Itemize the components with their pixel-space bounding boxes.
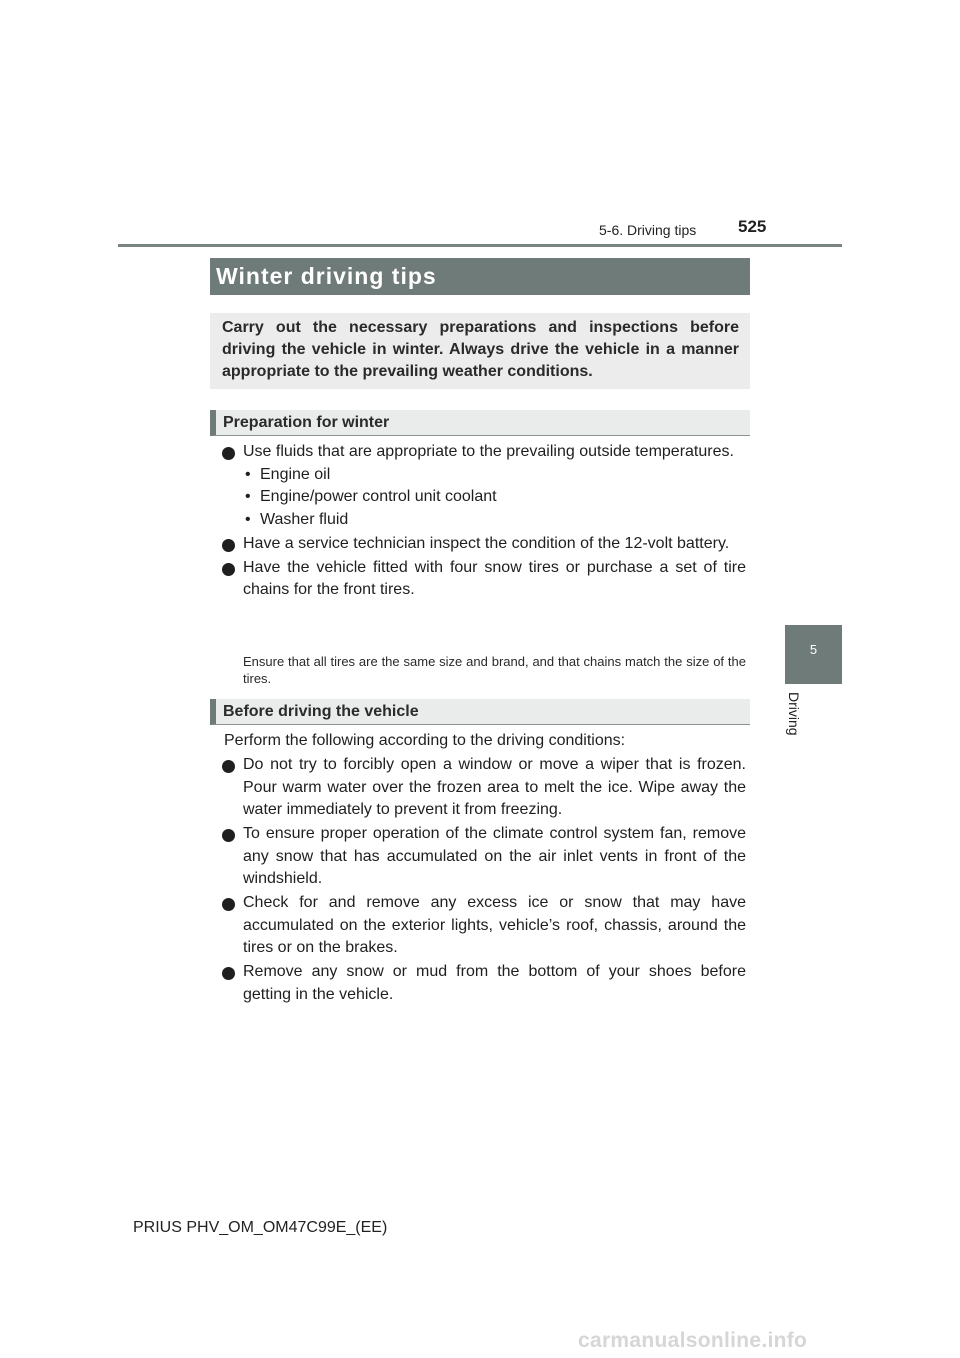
bullet-icon xyxy=(222,447,235,460)
small-bullet-icon: • xyxy=(245,488,251,505)
sub-list-item-text: Engine oil xyxy=(260,465,331,483)
sub-list-item xyxy=(222,509,746,532)
watermark: carmanualsonline.info xyxy=(578,1329,808,1352)
bullet-icon xyxy=(222,829,235,842)
list-item xyxy=(222,557,746,602)
bullet-icon xyxy=(222,898,235,911)
sub-list-item-text: Washer fluid xyxy=(260,510,349,528)
document-id: PRIUS PHV_OM_OM47C99E_(EE) xyxy=(133,1219,388,1236)
list-item-text: Remove any snow or mud from the bottom of your shoes before getting in the vehicle. xyxy=(243,963,746,1003)
bullet-icon xyxy=(222,563,235,576)
before-driving-heading: Before driving the vehicle xyxy=(210,699,750,725)
sub-list-item-text: Engine/power control unit coolant xyxy=(260,488,497,505)
preparation-list xyxy=(222,441,746,603)
before-driving-lead: Perform the following according to the driving conditions: xyxy=(224,732,626,749)
list-item-text: Have a service technician inspect the condition of the 12-volt battery. xyxy=(243,534,730,552)
intro-text: Carry out the necessary preparations and inspections before driving the vehicle in winter. Always drive the vehicle in a manner appropriate to the prevailing weather conditions. xyxy=(222,319,739,380)
bullet-icon xyxy=(222,967,235,980)
chapter-tab-number: 5 xyxy=(809,642,818,657)
chapter-tab-label: Driving xyxy=(786,692,802,736)
list-item-text: Use fluids that are appropriate to the prevailing outside temperatures. xyxy=(243,443,734,460)
page-number: 525 xyxy=(738,217,767,236)
chapter-tab xyxy=(785,625,842,684)
before-driving-list xyxy=(222,730,746,1008)
fluid-sub-list xyxy=(222,464,746,532)
list-item xyxy=(222,823,746,891)
preparation-heading: Preparation for winter xyxy=(210,410,750,436)
list-item-text: Have the vehicle fitted with four snow tires or purchase a set of tire chains for the front tires. xyxy=(243,558,746,598)
preparation-note: Ensure that all tires are the same size and brand, and that chains match the size of the tires. xyxy=(243,654,746,686)
list-item xyxy=(222,892,746,960)
header-section-title: 5-6. Driving tips xyxy=(599,222,697,238)
list-item xyxy=(222,754,746,822)
bullet-icon xyxy=(222,539,235,552)
small-bullet-icon: • xyxy=(245,510,251,528)
list-item-text: To ensure proper operation of the climate control system fan, remove any snow that has accumulated on the air inlet vents in front of the windshield. xyxy=(243,825,746,887)
list-item xyxy=(222,533,746,556)
header-divider xyxy=(118,244,842,247)
list-item-text: Do not try to forcibly open a window or move a wiper that is frozen. Pour warm water over the frozen area to melt the ice. Wipe away the water immediately to prevent it from freezing. xyxy=(243,756,746,818)
list-item-text: Check for and remove any excess ice or snow that may have accumulated on the exterior lights, vehicle’s roof, chassis, around the tires or on the brakes. xyxy=(243,894,746,956)
intro-box xyxy=(210,313,750,389)
page-title: Winter driving tips xyxy=(210,258,750,295)
small-bullet-icon: • xyxy=(245,465,251,483)
sub-list-item xyxy=(222,486,746,509)
list-item xyxy=(222,961,746,1006)
bullet-icon xyxy=(222,760,235,773)
sub-list-item xyxy=(222,464,746,487)
list-item xyxy=(222,441,746,531)
